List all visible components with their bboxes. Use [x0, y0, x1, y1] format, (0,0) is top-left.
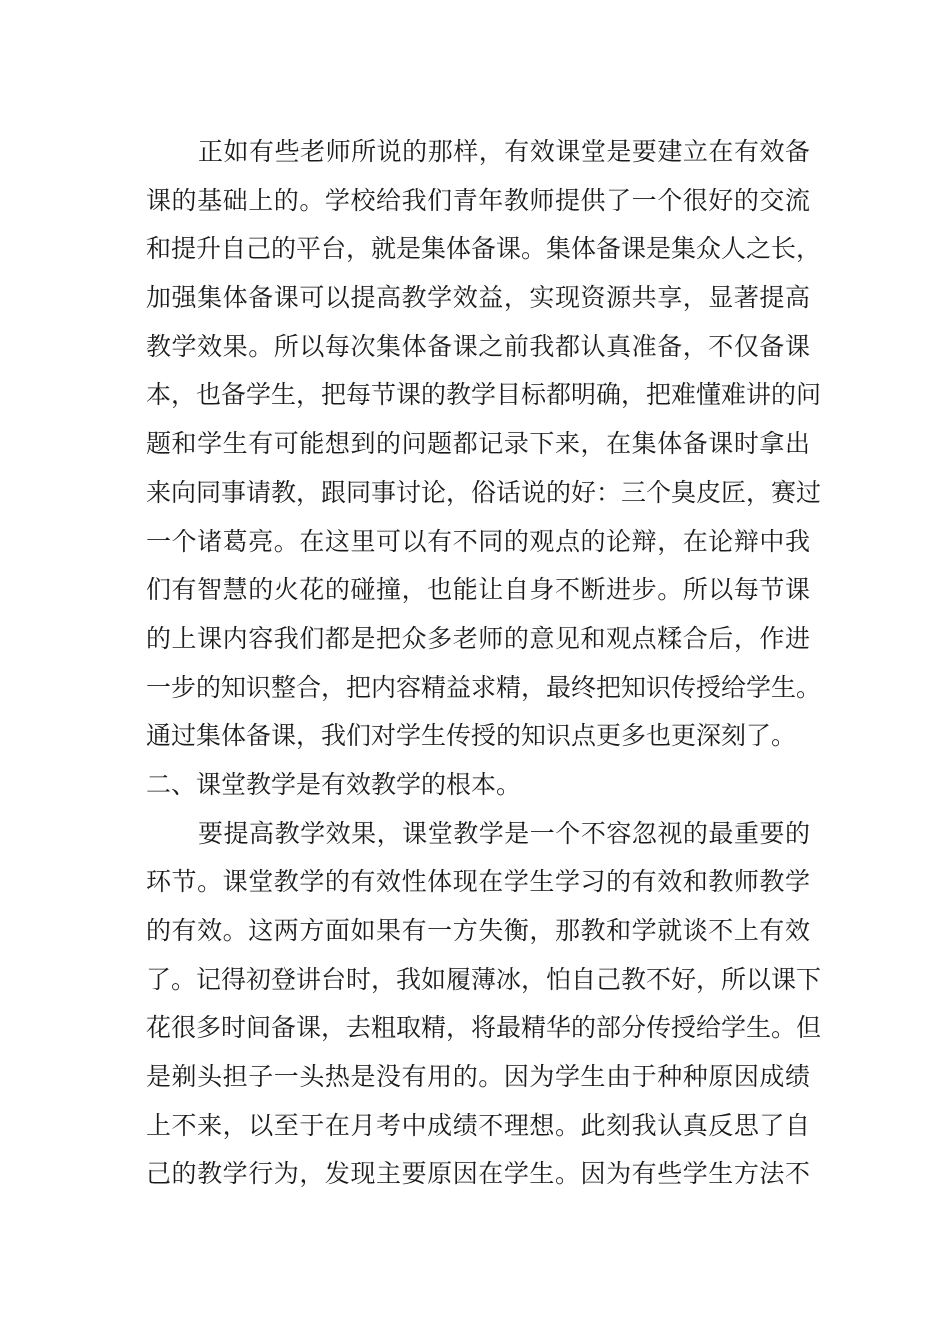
paragraph-line: 一步的知识整合，把内容精益求精，最终把知识传授给学生。: [146, 672, 822, 702]
paragraph-line: 上不来，以至于在月考中成绩不理想。此刻我认真反思了自: [146, 1110, 810, 1140]
paragraph-line: 一个诸葛亮。在这里可以有不同的观点的论辩，在论辩中我: [146, 526, 810, 556]
paragraph-line: 正如有些老师所说的那样，有效课堂是要建立在有效备: [198, 137, 810, 166]
paragraph-line: 们有智慧的火花的碰撞，也能让自身不断进步。所以每节课: [146, 575, 810, 605]
paragraph-line: 题和学生有可能想到的问题都记录下来，在集体备课时拿出: [146, 429, 810, 459]
paragraph-line: 和提升自己的平台，就是集体备课。集体备课是集众人之长，: [146, 234, 822, 264]
paragraph-line: 环节。课堂教学的有效性体现在学生学习的有效和教师教学: [146, 867, 810, 897]
paragraph-line: 花很多时间备课，去粗取精，将最精华的部分传授给学生。但: [146, 1013, 822, 1043]
paragraph-line: 要提高教学效果，课堂教学是一个不容忽视的最重要的: [198, 818, 810, 848]
paragraph-line: 的有效。这两方面如果有一方失衡，那教和学就谈不上有效: [146, 916, 810, 945]
paragraph-line: 了。记得初登讲台时，我如履薄冰，怕自己教不好，所以课下: [146, 964, 822, 994]
paragraph-line: 课的基础上的。学校给我们青年教师提供了一个很好的交流: [146, 185, 810, 215]
paragraph-line: 的上课内容我们都是把众多老师的意见和观点糅合后，作进: [146, 623, 810, 653]
paragraph-line: 本，也备学生，把每节课的教学目标都明确，把难懂难讲的问: [146, 380, 822, 410]
paragraph-line: 加强集体备课可以提高教学效益，实现资源共享，显著提高: [146, 283, 810, 313]
paragraph-line: 来向同事请教，跟同事讨论，俗话说的好：三个臭皮匠，赛过: [146, 477, 822, 507]
paragraph-line: 己的教学行为，发现主要原因在学生。因为有些学生方法不: [146, 1159, 810, 1189]
paragraph-line: 教学效果。所以每次集体备课之前我都认真准备，不仅备课: [146, 331, 810, 361]
paragraph-line: 是剃头担子一头热是没有用的。因为学生由于种种原因成绩: [146, 1062, 810, 1092]
body-text: [146, 128, 822, 1199]
section-heading: 二、课堂教学是有效教学的根本。: [146, 769, 522, 799]
paragraph-line: 通过集体备课，我们对学生传授的知识点更多也更深刻了。: [146, 721, 797, 751]
